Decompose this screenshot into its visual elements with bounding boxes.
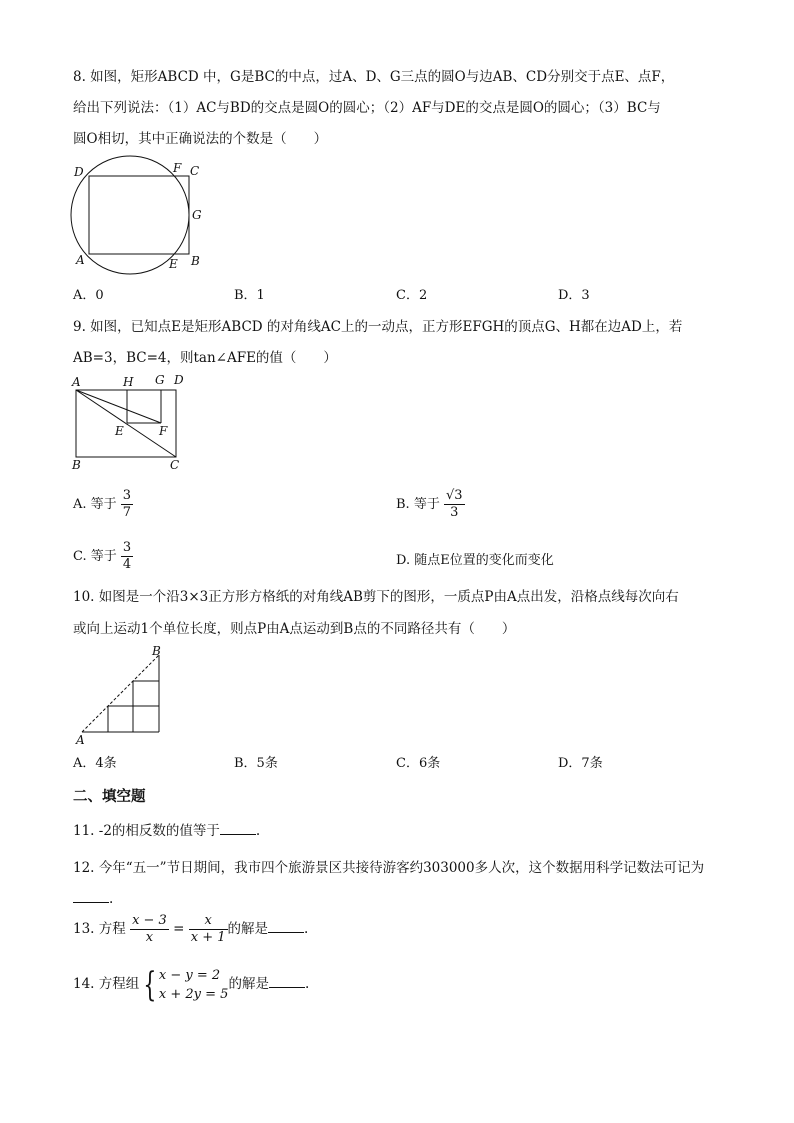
q9-option-c-fraction [121,540,133,573]
q14-brace: { [143,964,157,1005]
q9-label-c: C [170,458,180,472]
q9-option-a [73,488,133,521]
q13-right-fraction [189,913,228,946]
q10-option-a: A．4条 [73,756,117,771]
q11-end: . [255,823,261,839]
q8-label-d: D [74,165,84,179]
q9-label-a: A [72,375,81,389]
q8-line-2: 给出下列说法：（1）AC与BD的交点是圆O的圆心；（2）AF与DE的交点是圆O的圆心；（3）BC与 [73,100,661,116]
q13-left-denominator: x [145,930,154,945]
q13-left-fraction [130,913,169,946]
q13-equals: = [173,921,185,937]
q9-option-b-fraction [444,488,465,521]
q9-option-b-numerator: √3 [445,488,463,503]
q14-end: . [304,976,310,992]
q8-option-d: D．3 [558,288,590,303]
q10-line-1: 10. 如图是一个沿3×3正方形方格纸的对角线AB剪下的图形，一质点P由A点出发，沿格点线每次向右 [73,589,679,605]
q13-left-numerator: x − 3 [132,913,167,928]
q8-line-1: 8. 如图，矩形ABCD 中，G是BC的中点，过A、D、G三点的圆O与边AB、CD分别交于点E、点F， [73,69,675,85]
q8-label-b: B [191,254,200,268]
q13-suffix: 的解是 [227,921,268,937]
q12-line-2 [73,890,113,908]
q8-option-b: B．1 [234,288,265,303]
q10-option-d: D．7条 [558,756,603,771]
q13-answer-blank [268,920,304,933]
q8-label-a: A [76,253,85,267]
q8-line-3: 圆O相切，其中正确说法的个数是（ ） [73,131,328,147]
q10-option-c: C．6条 [396,756,441,771]
q9-option-c-numerator: 3 [122,540,132,555]
q9-label-d: D [174,373,184,387]
q9-option-a-numerator: 3 [122,488,132,503]
q10-option-b: B．5条 [234,756,278,771]
q9-option-b-denominator: 3 [450,505,459,520]
q10-diagonal-ab [82,655,159,732]
q9-option-c [73,540,133,573]
q9-line-1: 9. 如图，已知点E是矩形ABCD 的对角线AC上的一动点，正方形EFGH的顶点G、H都在边AD上，若 [73,319,683,335]
q9-option-b-prefix: B. 等于 [396,497,440,512]
q9-label-b: B [72,458,81,472]
q8-label-g: G [192,208,202,222]
q10-figure [72,645,172,745]
q13-end: . [304,921,309,937]
section-heading-fill-in: 二、填空题 [73,788,146,805]
q8-option-a: A．0 [73,288,104,303]
q13 [73,912,308,946]
q12-answer-blank [73,890,109,903]
q9-label-f: F [159,424,168,438]
q9-option-a-denominator: 7 [122,505,132,520]
q9-option-c-prefix: C. 等于 [73,549,117,564]
q13-right-numerator: x [189,913,228,930]
q8-label-c: C [190,164,200,178]
q9-option-d: D. 随点E位置的变化而变化 [396,553,554,568]
q12-line-1: 12. 今年“五一”节日期间，我市四个旅游景区共接待游客约303000多人次，这个数据用科学记数法可记为 [73,860,705,876]
q8-label-e: E [169,257,178,271]
q14-equation-1: x − y = 2 [158,967,221,983]
q11 [73,822,260,840]
q10-label-b: B [152,644,161,658]
q12-end: . [109,891,114,907]
q9-option-a-prefix: A. 等于 [73,497,117,512]
q11-answer-blank [220,822,256,835]
q14-system [159,966,229,1004]
q9-label-e: E [115,424,124,438]
q8-label-f: F [173,161,182,175]
q9-option-c-denominator: 4 [122,557,132,572]
q11-text: 11. -2的相反数的值等于 [73,823,220,839]
q9-label-g: G [155,373,165,387]
q10-label-a: A [76,733,85,747]
q13-prefix: 13. 方程 [73,921,126,937]
q9-option-b [396,488,465,521]
q14-answer-blank [269,975,305,988]
q8-figure [70,158,210,278]
q10-line-2: 或向上运动1个单位长度，则点P由A点运动到B点的不同路径共有（ ） [73,621,516,637]
q14-prefix: 14. 方程组 [73,976,140,992]
q14-equation-2: x + 2y = 5 [158,986,229,1002]
q14-suffix: 的解是 [228,976,269,992]
q8-option-c: C．2 [396,288,428,303]
q9-label-h: H [123,375,134,389]
q9-option-a-fraction [121,488,133,521]
q9-figure [70,372,200,472]
q9-line-2: AB=3，BC=4，则tan∠AFE的值（ ） [73,350,337,366]
q14 [73,962,309,1006]
q8-rectangle [89,176,189,254]
q13-right-denominator: x + 1 [190,930,226,945]
